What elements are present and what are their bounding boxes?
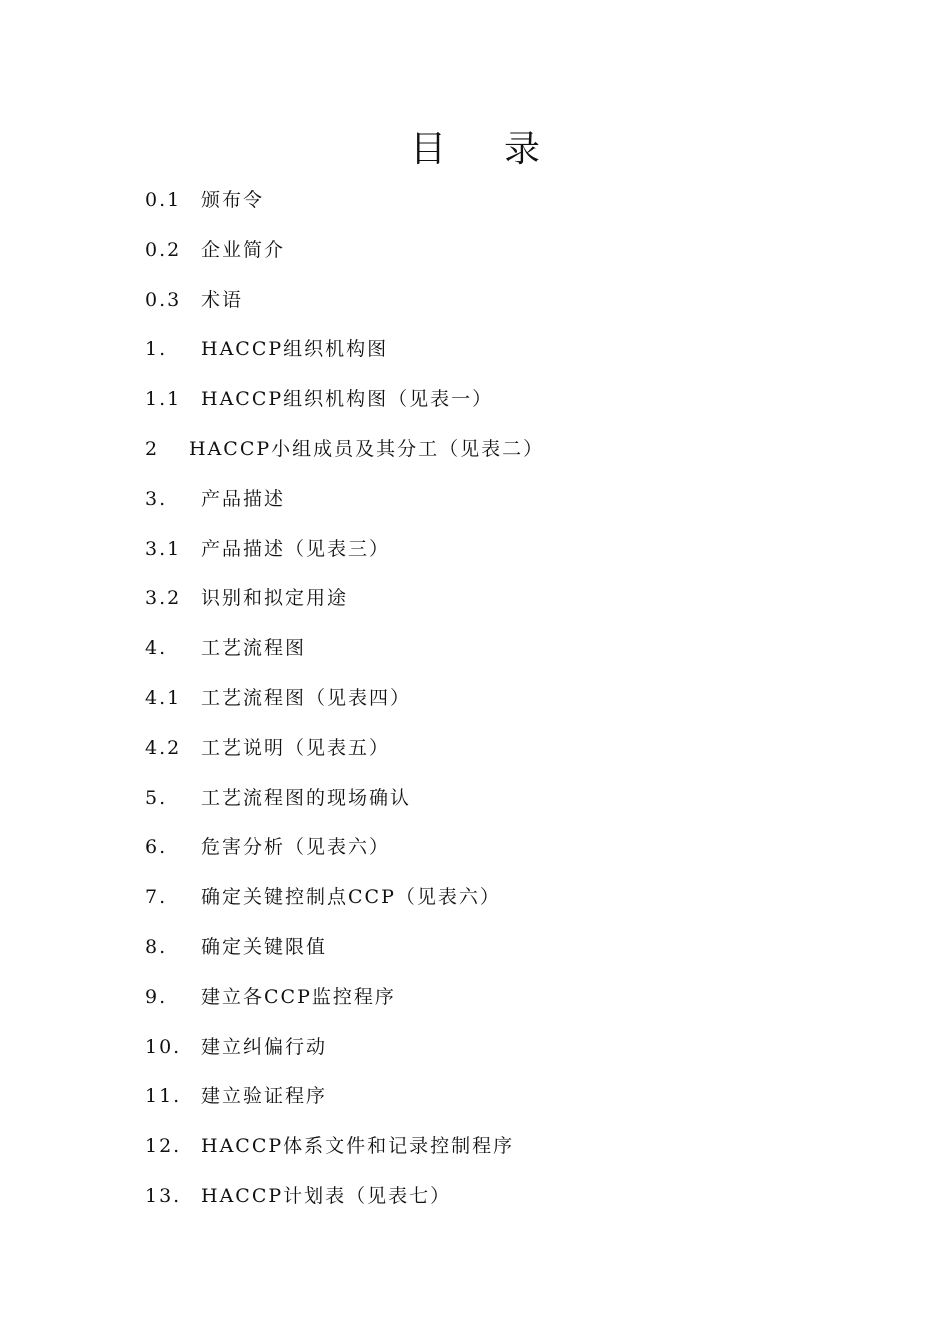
toc-item-3: [145, 485, 845, 535]
toc-number: 3.1: [145, 537, 182, 560]
toc-number: 3.2: [145, 587, 182, 610]
toc-text: 识别和拟定用途: [201, 587, 349, 610]
toc-text: HACCP计划表（见表七）: [201, 1184, 452, 1207]
toc-number: 3.: [145, 487, 168, 510]
toc-text: 建立纠偏行动: [201, 1035, 328, 1058]
toc-number: 2: [145, 437, 160, 460]
toc-item-0-3: [145, 286, 845, 336]
toc-item-2: [145, 435, 845, 485]
toc-number: 1.: [145, 338, 168, 361]
toc-item-0-2: [145, 236, 845, 286]
toc-text: 确定关键限值: [201, 935, 328, 958]
toc-number: 0.3: [145, 288, 182, 311]
toc-number: 0.2: [145, 238, 182, 261]
toc-number: 4.1: [145, 686, 182, 709]
toc-item-4: [145, 634, 845, 684]
toc-number: 10.: [145, 1035, 182, 1058]
toc-item-10: [145, 1033, 845, 1083]
toc-item-1-1: [145, 385, 845, 435]
toc-item-3-1: [145, 535, 845, 585]
toc-text: HACCP组织机构图（见表一）: [201, 388, 494, 411]
page-title: [0, 124, 950, 176]
toc-text: HACCP小组成员及其分工（见表二）: [189, 437, 545, 460]
toc-number: 7.: [145, 886, 168, 909]
toc-item-4-1: [145, 684, 845, 734]
toc-text: 颁布令: [201, 189, 265, 211]
toc-text: 产品描述: [201, 487, 286, 510]
toc-number: 11.: [145, 1085, 182, 1108]
toc-item-5: [145, 784, 845, 834]
toc-item-12: [145, 1132, 845, 1182]
toc-number: 9.: [145, 985, 168, 1008]
toc-item-4-2: [145, 734, 845, 784]
toc-text: 术语: [201, 288, 244, 311]
toc-item-13: [145, 1182, 845, 1232]
toc-number: 6.: [145, 836, 168, 859]
toc-text: 产品描述（见表三）: [201, 537, 391, 560]
toc-item-0-1: [145, 186, 845, 236]
toc-text: 确定关键控制点CCP（见表六）: [201, 886, 501, 909]
table-of-contents: [145, 186, 845, 1232]
title-char-1: 目: [409, 129, 446, 170]
toc-item-3-2: [145, 584, 845, 634]
toc-item-9: [145, 983, 845, 1033]
toc-text: 建立验证程序: [201, 1085, 328, 1108]
toc-text: 工艺说明（见表五）: [201, 736, 391, 759]
title-char-2: 录: [504, 129, 541, 170]
toc-text: 工艺流程图: [201, 637, 307, 660]
toc-text: 危害分析（见表六）: [201, 836, 391, 859]
toc-item-1: [145, 335, 845, 385]
toc-number: 12.: [145, 1135, 182, 1158]
toc-item-6: [145, 833, 845, 883]
toc-text: HACCP组织机构图: [201, 338, 389, 361]
toc-number: 4.2: [145, 736, 182, 759]
toc-item-7: [145, 883, 845, 933]
toc-text: 工艺流程图（见表四）: [201, 686, 412, 709]
toc-number: 8.: [145, 935, 168, 958]
toc-number: 1.1: [145, 388, 182, 411]
toc-number: 5.: [145, 786, 168, 809]
toc-item-8: [145, 933, 845, 983]
toc-text: 工艺流程图的现场确认: [201, 786, 412, 809]
toc-item-11: [145, 1082, 845, 1132]
toc-number: 13.: [145, 1184, 182, 1207]
toc-number: 0.1: [145, 189, 182, 211]
toc-text: 企业简介: [201, 238, 286, 261]
toc-text: 建立各CCP监控程序: [201, 985, 396, 1008]
toc-number: 4.: [145, 637, 168, 660]
toc-text: HACCP体系文件和记录控制程序: [201, 1135, 515, 1158]
